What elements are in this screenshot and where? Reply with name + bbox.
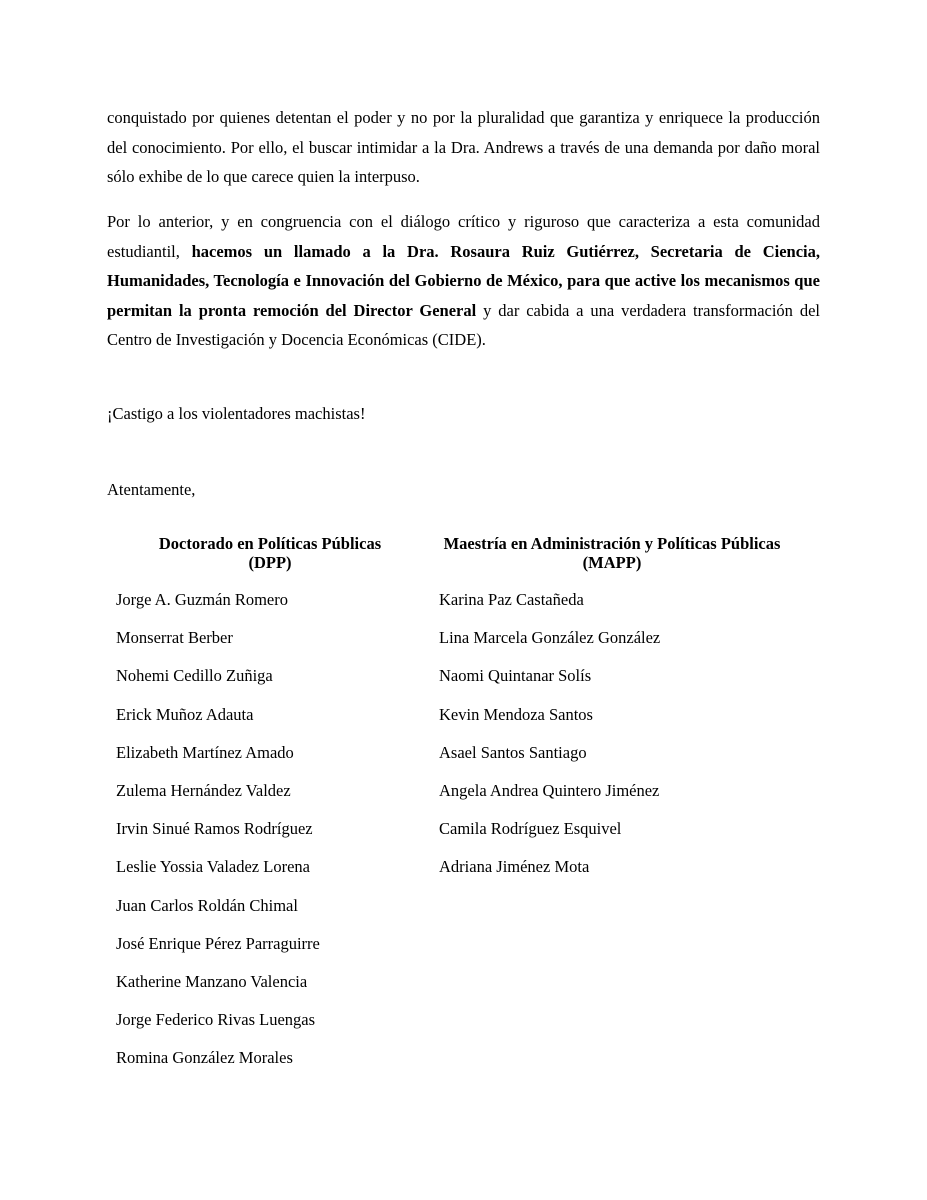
paragraph-2-call-to-action: hacemos un llamado a la Dra. Rosaura Ruiz Gutiérrez, Secretaria de Ciencia, Humanidades, Tecnología e Innovación del Gobierno de México, para que active los mecanismos que permitan la pronta remoción del Director General	[107, 241, 821, 320]
mapp-signatories-list	[439, 588, 660, 894]
signatory-name: Erick Muñoz Adauta	[116, 704, 254, 724]
signatory-name: Jorge A. Guzmán Romero	[116, 590, 289, 609]
signatory-name: Zulema Hernández Valdez	[116, 780, 291, 800]
signatory-name: Nohemi Cedillo Zuñiga	[116, 666, 273, 686]
mapp-program-acronym: (MAPP)	[582, 553, 642, 572]
signatory-name: Adriana Jiménez Mota	[439, 857, 590, 877]
signoff: Atentamente,	[107, 480, 196, 499]
signatory-name: Romina González Morales	[116, 1048, 293, 1068]
paragraph-2-lead: Por lo anterior, y en congruencia con el diálogo crítico y riguroso que caracteriza a esta comunidad estudiantil,	[107, 212, 820, 261]
signatory-name: Juan Carlos Roldán Chimal	[116, 895, 298, 915]
signatory-name: Jorge Federico Rivas Luengas	[116, 1010, 316, 1030]
signatory-name: Naomi Quintanar Solís	[439, 666, 592, 686]
closing-slogan: ¡Castigo a los violentadores machistas!	[107, 404, 366, 423]
signatory-name: Monserrat Berber	[116, 628, 233, 648]
signatory-name: Camila Rodríguez Esquivel	[439, 819, 622, 839]
paragraph-2-tail: y dar cabida a una verdadera transformación del Centro de Investigación y Docencia Económicas (CIDE).	[107, 300, 820, 349]
signatory-name: Karina Paz Castañeda	[439, 590, 584, 609]
dpp-signatories-list	[116, 588, 320, 1084]
dpp-column-header	[140, 534, 400, 572]
signatory-name: Asael Santos Santiago	[439, 742, 587, 762]
mapp-column-header	[412, 534, 812, 572]
signatory-name: Katherine Manzano Valencia	[116, 971, 308, 991]
signatory-name: José Enrique Pérez Parraguirre	[116, 933, 320, 953]
signatory-name: Kevin Mendoza Santos	[439, 704, 593, 724]
body-paragraph-2	[107, 207, 820, 355]
dpp-program-name: Doctorado en Políticas Públicas	[158, 534, 382, 553]
body-paragraph-1: conquistado por quienes detentan el poder y no por la pluralidad que garantiza y enriquece la producción del conocimiento. Por ello, el buscar intimidar a la Dra. Andrews a través de una demanda por daño moral sólo exhibe de lo que carece quien la interpuso.	[107, 108, 820, 186]
signatory-name: Angela Andrea Quintero Jiménez	[439, 780, 660, 800]
signatory-name: Leslie Yossia Valadez Lorena	[116, 857, 310, 877]
signatory-name: Lina Marcela González González	[439, 628, 661, 648]
dpp-program-acronym: (DPP)	[248, 553, 292, 572]
signatory-name: Elizabeth Martínez Amado	[116, 742, 294, 762]
mapp-program-name: Maestría en Administración y Políticas Públicas	[443, 534, 781, 553]
signatory-name: Irvin Sinué Ramos Rodríguez	[116, 819, 313, 839]
